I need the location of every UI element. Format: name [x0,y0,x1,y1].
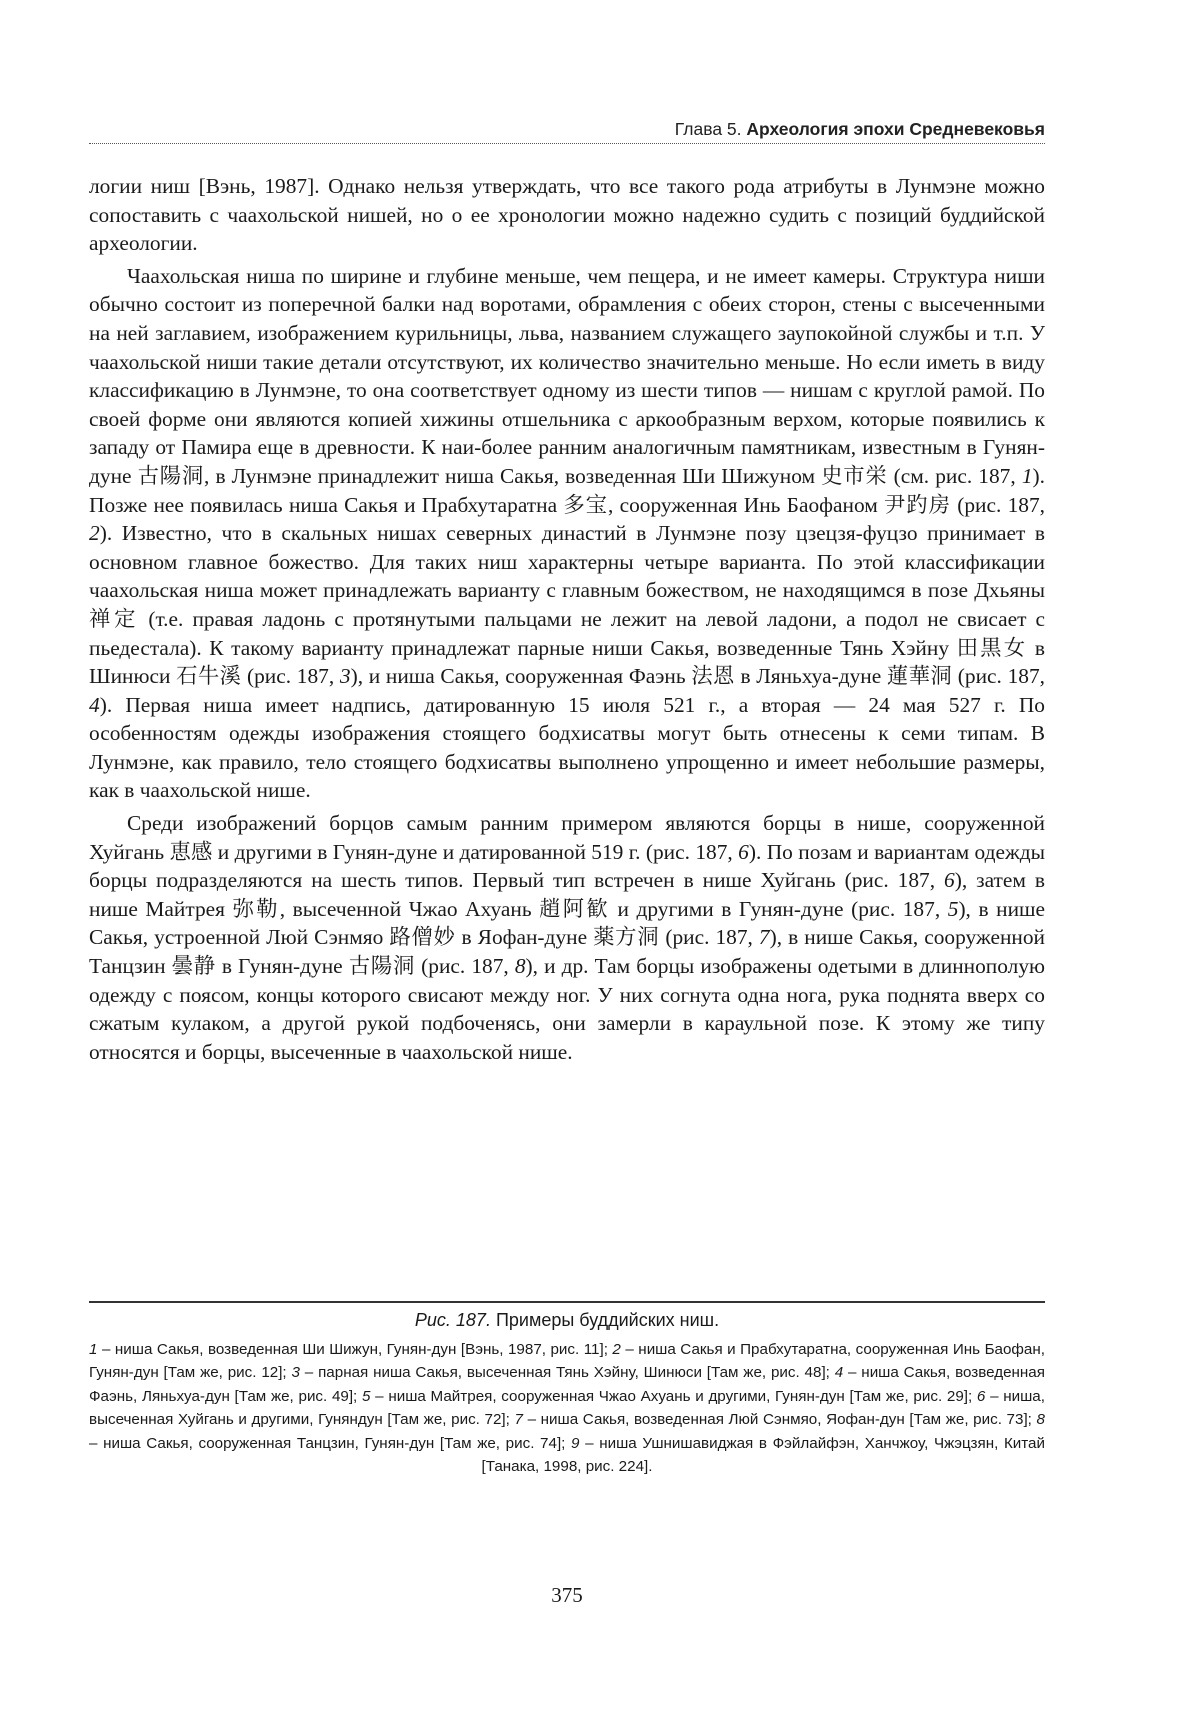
page-number: 375 [551,1583,583,1607]
legend-item-text: – парная ниша Сакья, высеченная Тянь Хэйну, Шинюси [Там же, рис. 48]; [299,1364,830,1382]
legend-item-number: 7 [514,1411,523,1429]
legend-item-number: 1 [89,1341,98,1358]
paragraph: Среди изображений борцов самым ранним примером являются борцы в нише, сооруженной Хуйгань 恵感 и другими в Гунян-дуне и датированной 519 г. (рис. 187, 6). По позам и вариантам одежды борцы подразделяются на шесть типов. Первый тип встречен в нише Хуйгань (рис. 187, 6), затем в нише Майтрея 弥勒, высеченной Чжао Ахуань 趙阿歓 и другими в Гунян-дуне (рис. 187, 5), в нише Сакья, устроенной Люй Сэнмяо 路僧妙 в Яофан-дуне 薬方洞 (рис. 187, 7), в нише Сакья, сооруженной Танцзин 曇静 в Гунян-дуне 古陽洞 (рис. 187, 8), и др. Там борцы изображены одетыми в длиннополую одежду с поясом, концы которого свисают между ног. У них согнута одна нога, рука поднята вверх со сжатым кулаком, а другой рукой подбоченясь, они замерли в караульной позе. К этому же типу относятся и борцы, высеченные в чаахольской нише. [89,811,1045,1064]
legend-item-number: 6 [976,1387,986,1405]
legend-item-number: 2 [612,1341,621,1358]
legend-item-text: – ниша Сакья, сооруженная Танцзин, Гунян-дун [Там же, рис. 74]; [89,1434,566,1452]
running-head-chapter: Глава 5. [674,119,742,139]
running-head-title: Археология эпохи Средневековья [746,119,1045,139]
legend-item-text: – ниша Майтрея, сооруженная Чжао Ахуань и другими, Гунян-дун [Там же, рис. 29]; [370,1387,973,1405]
legend-item-number: 4 [834,1364,844,1382]
running-head [89,118,1045,140]
legend-item-number: 8 [1036,1411,1045,1429]
legend-item-text: – ниша Сакья и Прабхутаратна, сооруженная Инь Баофан, Гунян-дун [Там же, рис. 12]; [89,1341,1045,1382]
legend-item [362,1388,972,1405]
legend-item-number: 9 [571,1434,580,1452]
paragraph: логии ниш [Вэнь, 1987]. Однако нельзя утверждать, что все такого рода атрибуты в Лунмэне можно сопоставить с чаахольской нишей, но о ее хронологии можно надежно судить с позиций буддийской археологии. [89,174,1045,256]
legend-item [482,1435,1045,1475]
figure-number: Рис. 187. [414,1310,491,1330]
legend-item-text: – ниша Ушнишавиджая в Фэйлайфэн, Ханчжоу, Чжэцзян, Китай [Танака, 1998, рис. 224]. [481,1434,1045,1476]
paragraph: Чаахольская ниша по ширине и глубине меньше, чем пещера, и не имеет камеры. Структура ниши обычно состоит из поперечной балки над воротами, обрамления с обеих сторон, стены с высеченными на ней заглавием, изображением курильницы, льва, названием служащего заупокойной службы и т.п. У чаахольской ниши такие детали отсутствуют, их количество значительно меньше. Но если иметь в виду классификацию в Лунмэне, то она соответствует одному из шести типов — нишам с круглой рамой. По своей форме они являются копией хижины отшельника с аркообразным верхом, которые появились к западу от Памира еще в древности. К наи-более ранним аналогичным памятникам, известным в Гуняндуне 古陽洞, в Лунмэне принадлежит ниша Сакья, возведенная Ши Шижуном 史市栄 (см. рис. 187, 1). Позже нее появилась ниша Сакья и Прабхутаратна 多宝, сооруженная Инь Баофаном 尹趵房 (рис. 187, 2). Известно, что в скальных нишах северных династий в Лунмэне позу цзецзя-фуцзо принимает в основном главное божество. Для таких ниш характерны четыре варианта. По этой классификации чаахольская ниша может принадлежать варианту с главным божеством, не находящимся в позе Дхьяны 禅定 (т.е. правая ладонь с протянутыми пальцами не лежит на левой ладони, а подол не свисает с пьедестала). К такому варианту принадлежат парные ниши Сакья, возведенные Тянь Хэйну 田黒女 в Шинюси 石牛溪 (рис. 187, 3), и ниша Сакья, сооруженная Фаэнь 法恩 в Ляньхуа-дуне 蓮華洞 (рис. 187, 4). Первая ниша имеет надпись, датированную 15 июля 521 г., а вторая — 24 мая 527 г. По особенностям одежды изображения стоящего бодхисатвы могут быть отнесены к семи типам. В Лунмэне, как правило, тело стоящего бодхисатвы выполнено упрощенно и имеет небольшие размеры, как в чаахольской нише. [89,263,1046,803]
legend-item-number: 5 [362,1387,371,1405]
figure-legend [89,1338,1045,1478]
legend-item-text: – ниша Сакья, возведенная Люй Сэнмяо, Яофан-дун [Там же, рис. 73]; [522,1411,1032,1429]
figure-divider [89,1301,1045,1303]
figure-title: Примеры буддийских ниш. [495,1310,720,1330]
legend-item-text: – ниша Сакья, возведенная Ши Шижун, Гунян-дун [Вэнь, 1987, рис. 11]; [97,1341,608,1358]
legend-item-text: – ниша Сакья, возведенная Фаэнь, Ляньхуа-дун [Там же, рис. 49]; [89,1364,1045,1405]
header-divider [89,143,1045,144]
legend-item [89,1341,608,1358]
legend-item-text: – ниша, высеченная Хуйгань и другими, Гуняндун [Там же, рис. 72]; [89,1387,1045,1429]
figure-caption-title [89,1308,1045,1332]
legend-item [292,1364,830,1381]
book-page [89,0,1045,1714]
main-text [89,172,1045,1066]
legend-item [515,1411,1032,1428]
figure-caption [89,1308,1045,1478]
legend-item-number: 3 [291,1364,300,1382]
